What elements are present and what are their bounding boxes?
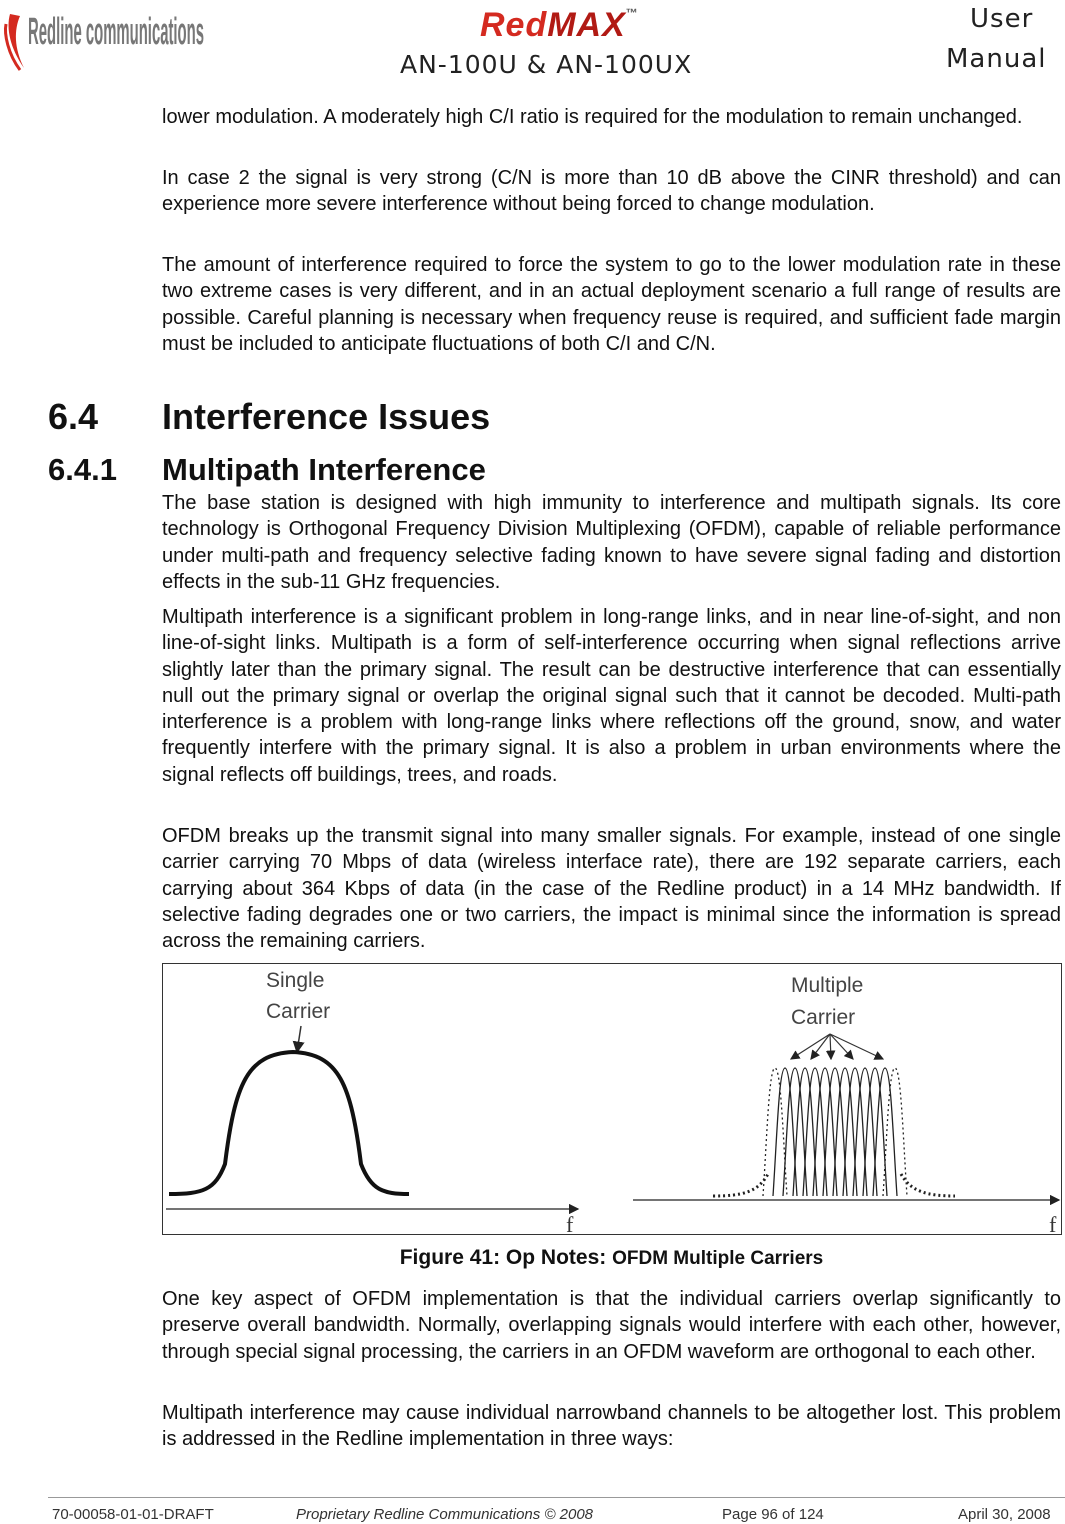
paragraph-3: The amount of interference required to force the system to go to the lower modulation rate in these two extreme cases is very different, and in an actual deployment scenario a full range of results are possible. Careful planning is necessary when frequency reuse is required, and sufficient fade margin must be included to anticipate fluctuations of both C/I and C/N.: [162, 254, 1061, 355]
paragraph-5: Multipath interference is a significant problem in long-range links, and in near line-of-sight, and non line-of-sight links. Multipath is a form of self-interference occurring when signal reflections arrive slightly later than the primary signal. The result can be destructive interference that can essentially null out the primary signal or overlap the original signal such that it cannot be decoded. Multi-path interference is a problem with long-range links where reflections off the ground, snow, and water frequently interfere with the primary signal. It is also a problem in urban environments where the signal reflects off buildings, trees, and roads.: [162, 606, 1061, 786]
paragraph-8: Multipath interference may cause individual narrowband channels to be altogether lost. This problem is addressed in the Redline implementation in three ways:: [162, 1402, 1061, 1451]
caption-main: Figure 41: Op Notes:: [399, 1246, 613, 1269]
footer-copyright: Proprietary Redline Communications © 2008: [296, 1506, 594, 1523]
subcarrier-curve: [863, 1068, 887, 1196]
subcarrier-curve: [783, 1068, 807, 1196]
multi-carrier-label-2: Carrier: [791, 1006, 856, 1029]
single-carrier-curve: [169, 1052, 409, 1194]
doc-type-manual: Manual: [946, 44, 1047, 74]
subsection-number: 6.4.1: [48, 452, 117, 487]
footer-page: Page 96 of 124: [722, 1506, 824, 1523]
ofdm-figure: [162, 963, 1062, 1235]
subcarrier-curve: [833, 1068, 857, 1196]
subcarrier-curve: [803, 1068, 827, 1196]
subsection-title: Multipath Interference: [162, 452, 486, 487]
redmax-max: MAX: [547, 6, 626, 44]
redmax-logo: [480, 6, 639, 45]
section-heading: [48, 396, 491, 438]
trademark-mark: ™: [625, 6, 639, 20]
multi-carrier-pointers: [791, 1034, 883, 1059]
paragraph-6: OFDM breaks up the transmit signal into many smaller signals. For example, instead of one single carrier carrying 70 Mbps of data (wireless interface rate), there are 192 separate carriers, each carrying about 364 Kbps of data (in the case of the Redline product) in a 14 MHz bandwidth. If selective fading degrades one or two carriers, the impact is minimal since the information is spread across the remaining carriers.: [162, 825, 1061, 953]
left-dotted-tail: [713, 1174, 768, 1196]
single-carrier-pointer: [297, 1026, 301, 1052]
subcarrier-curve: [883, 1068, 907, 1196]
footer-doc-id: 70-00058-01-01-DRAFT: [52, 1506, 214, 1523]
footer-divider: [48, 1497, 1065, 1498]
subcarrier-curve: [873, 1068, 897, 1196]
caption-sub: OFDM Multiple Carriers: [612, 1248, 824, 1269]
multi-carrier-label-1: Multiple: [791, 974, 864, 997]
subcarrier-curve: [853, 1068, 877, 1196]
ofdm-subcarriers: [763, 1068, 907, 1196]
left-axis-label: f: [566, 1212, 574, 1237]
footer-date: April 30, 2008: [958, 1506, 1051, 1523]
figure-caption: [162, 1246, 1061, 1270]
redline-logo: [2, 4, 207, 74]
subsection-heading: [48, 452, 486, 488]
section-number: 6.4: [48, 396, 99, 437]
right-axis-label: f: [1049, 1212, 1057, 1237]
subcarrier-curve: [773, 1068, 797, 1196]
model-name: AN-100U & AN-100UX: [400, 50, 693, 79]
paragraph-1: lower modulation. A moderately high C/I ratio is required for the modulation to remain unchanged.: [162, 106, 1023, 128]
section-title: Interference Issues: [162, 396, 491, 437]
single-carrier-label-1: Single: [266, 969, 325, 992]
single-carrier-label-2: Carrier: [266, 1000, 331, 1023]
subcarrier-curve: [823, 1068, 847, 1196]
paragraph-2: In case 2 the signal is very strong (C/N is more than 10 dB above the CINR threshold) and can experience more severe interference without being forced to change modulation.: [162, 167, 1061, 216]
subcarrier-curve: [793, 1068, 817, 1196]
doc-type-user: User: [970, 4, 1034, 34]
right-dotted-tail: [901, 1174, 955, 1196]
subcarrier-curve: [763, 1068, 787, 1196]
paragraph-7: One key aspect of OFDM implementation is that the individual carriers overlap significantly to preserve overall bandwidth. Normally, overlapping signals would interfere with each other, however, through special signal processing, the carriers in an OFDM waveform are orthogonal to each other.: [162, 1288, 1061, 1363]
subcarrier-curve: [843, 1068, 867, 1196]
redmax-red: Red: [480, 6, 548, 44]
redline-wordmark: Redline communications: [28, 11, 204, 53]
subcarrier-curve: [813, 1068, 837, 1196]
paragraph-4: The base station is designed with high immunity to interference and multipath signals. Its core technology is Orthogonal Frequency Division Multiplexing (OFDM), capable of reliable performance under multi-path and frequency selective fading known to have severe signal fading and distortion effects in the sub-11 GHz frequencies.: [162, 492, 1061, 593]
